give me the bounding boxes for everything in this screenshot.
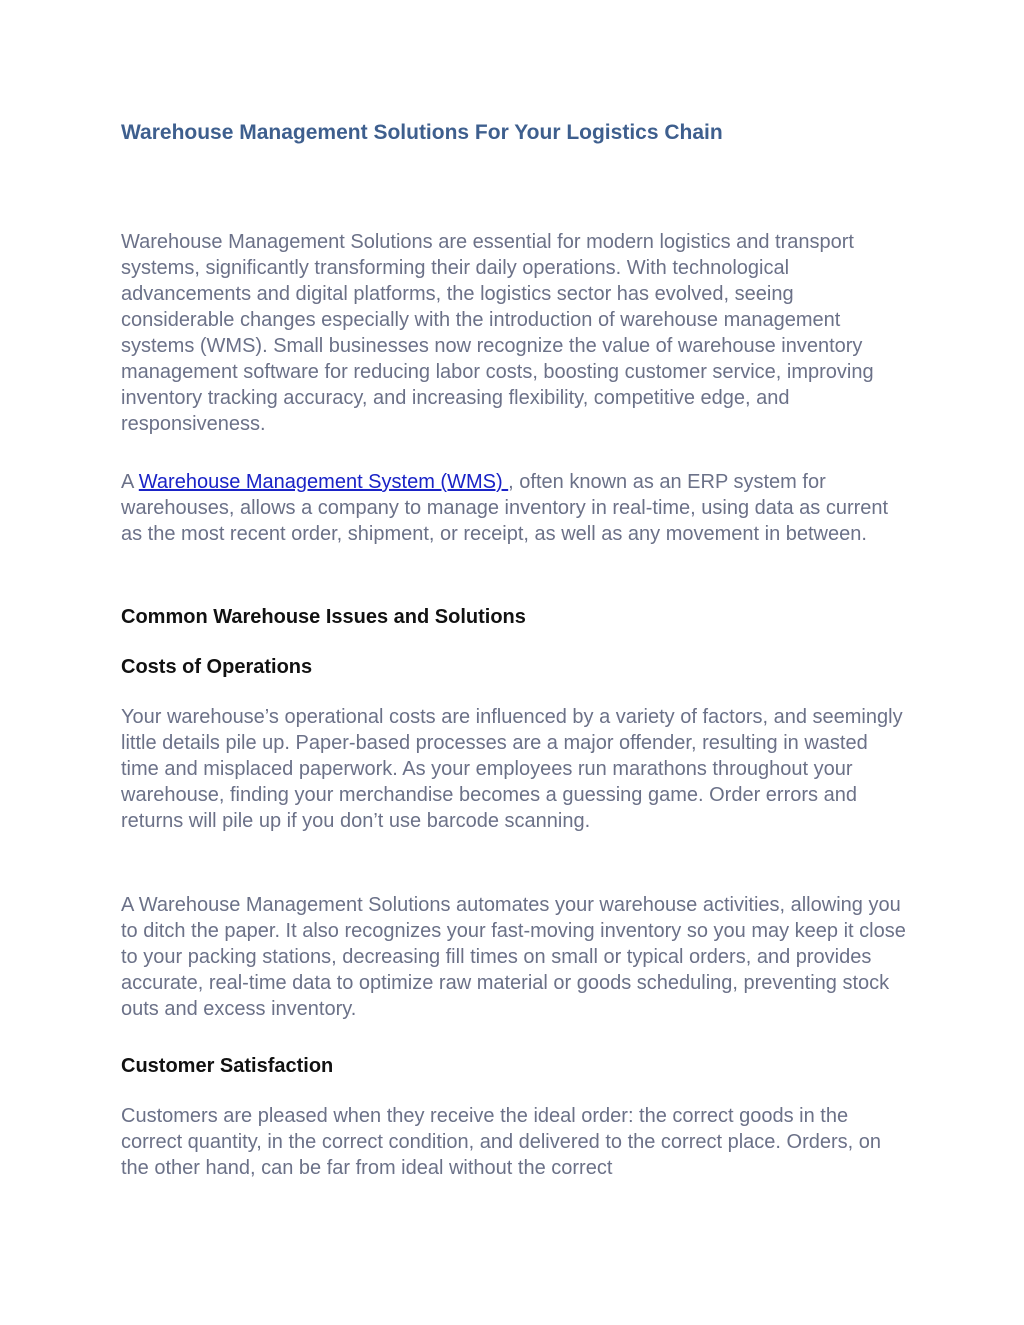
- heading-customer-satisfaction: Customer Satisfaction: [121, 1055, 334, 1077]
- wms-link[interactable]: Warehouse Management System (WMS): [138, 471, 509, 493]
- costs-paragraph-1: Your warehouse’s operational costs are influenced by a variety of factors, and seemingly little details pile up. Paper-based processes are a major offender, resulting in wasted time and misplaced paperwork. As your employees run marathons throughout your warehouse, finding your merchandise becomes a guessing game. Order errors and returns will pile up if you don’t use barcode scanning.: [121, 706, 903, 832]
- costs-paragraph-2: A Warehouse Management Solutions automates your warehouse activities, allowing you to ditch the paper. It also recognizes your fast-moving inventory so you may keep it close to your packing stations, decreasing fill times on small or typical orders, and provides accurate, real-time data to optimize raw material or goods scheduling, preventing stock outs and excess inventory.: [121, 894, 906, 1020]
- wms-paragraph-prefix: A: [121, 471, 139, 493]
- heading-costs-of-operations: Costs of Operations: [121, 656, 313, 678]
- wms-paragraph: [121, 469, 911, 547]
- wms-paragraph-suffix: , often known as an ERP system for warehouses, allows a company to manage inventory in real-time, using data as current as the most recent order, shipment, or receipt, as well as any movement in between.: [121, 471, 889, 545]
- section-heading-common-issues: Common Warehouse Issues and Solutions: [121, 606, 526, 628]
- intro-paragraph: Warehouse Management Solutions are essential for modern logistics and transport systems, significantly transforming their daily operations. With technological advancements and digital platforms, the logistics sector has evolved, seeing considerable changes especially with the introduction of warehouse management systems (WMS). Small businesses now recognize the value of warehouse inventory management software for reducing labor costs, boosting customer service, improving inventory tracking accuracy, and increasing flexibility, competitive edge, and responsiveness.: [121, 231, 874, 435]
- satisfaction-paragraph-1: Customers are pleased when they receive the ideal order: the correct goods in the correct quantity, in the correct condition, and delivered to the correct place. Orders, on the other hand, can be far from ideal without the correct: [121, 1105, 882, 1179]
- document-title: Warehouse Management Solutions For Your Logistics Chain: [121, 121, 723, 144]
